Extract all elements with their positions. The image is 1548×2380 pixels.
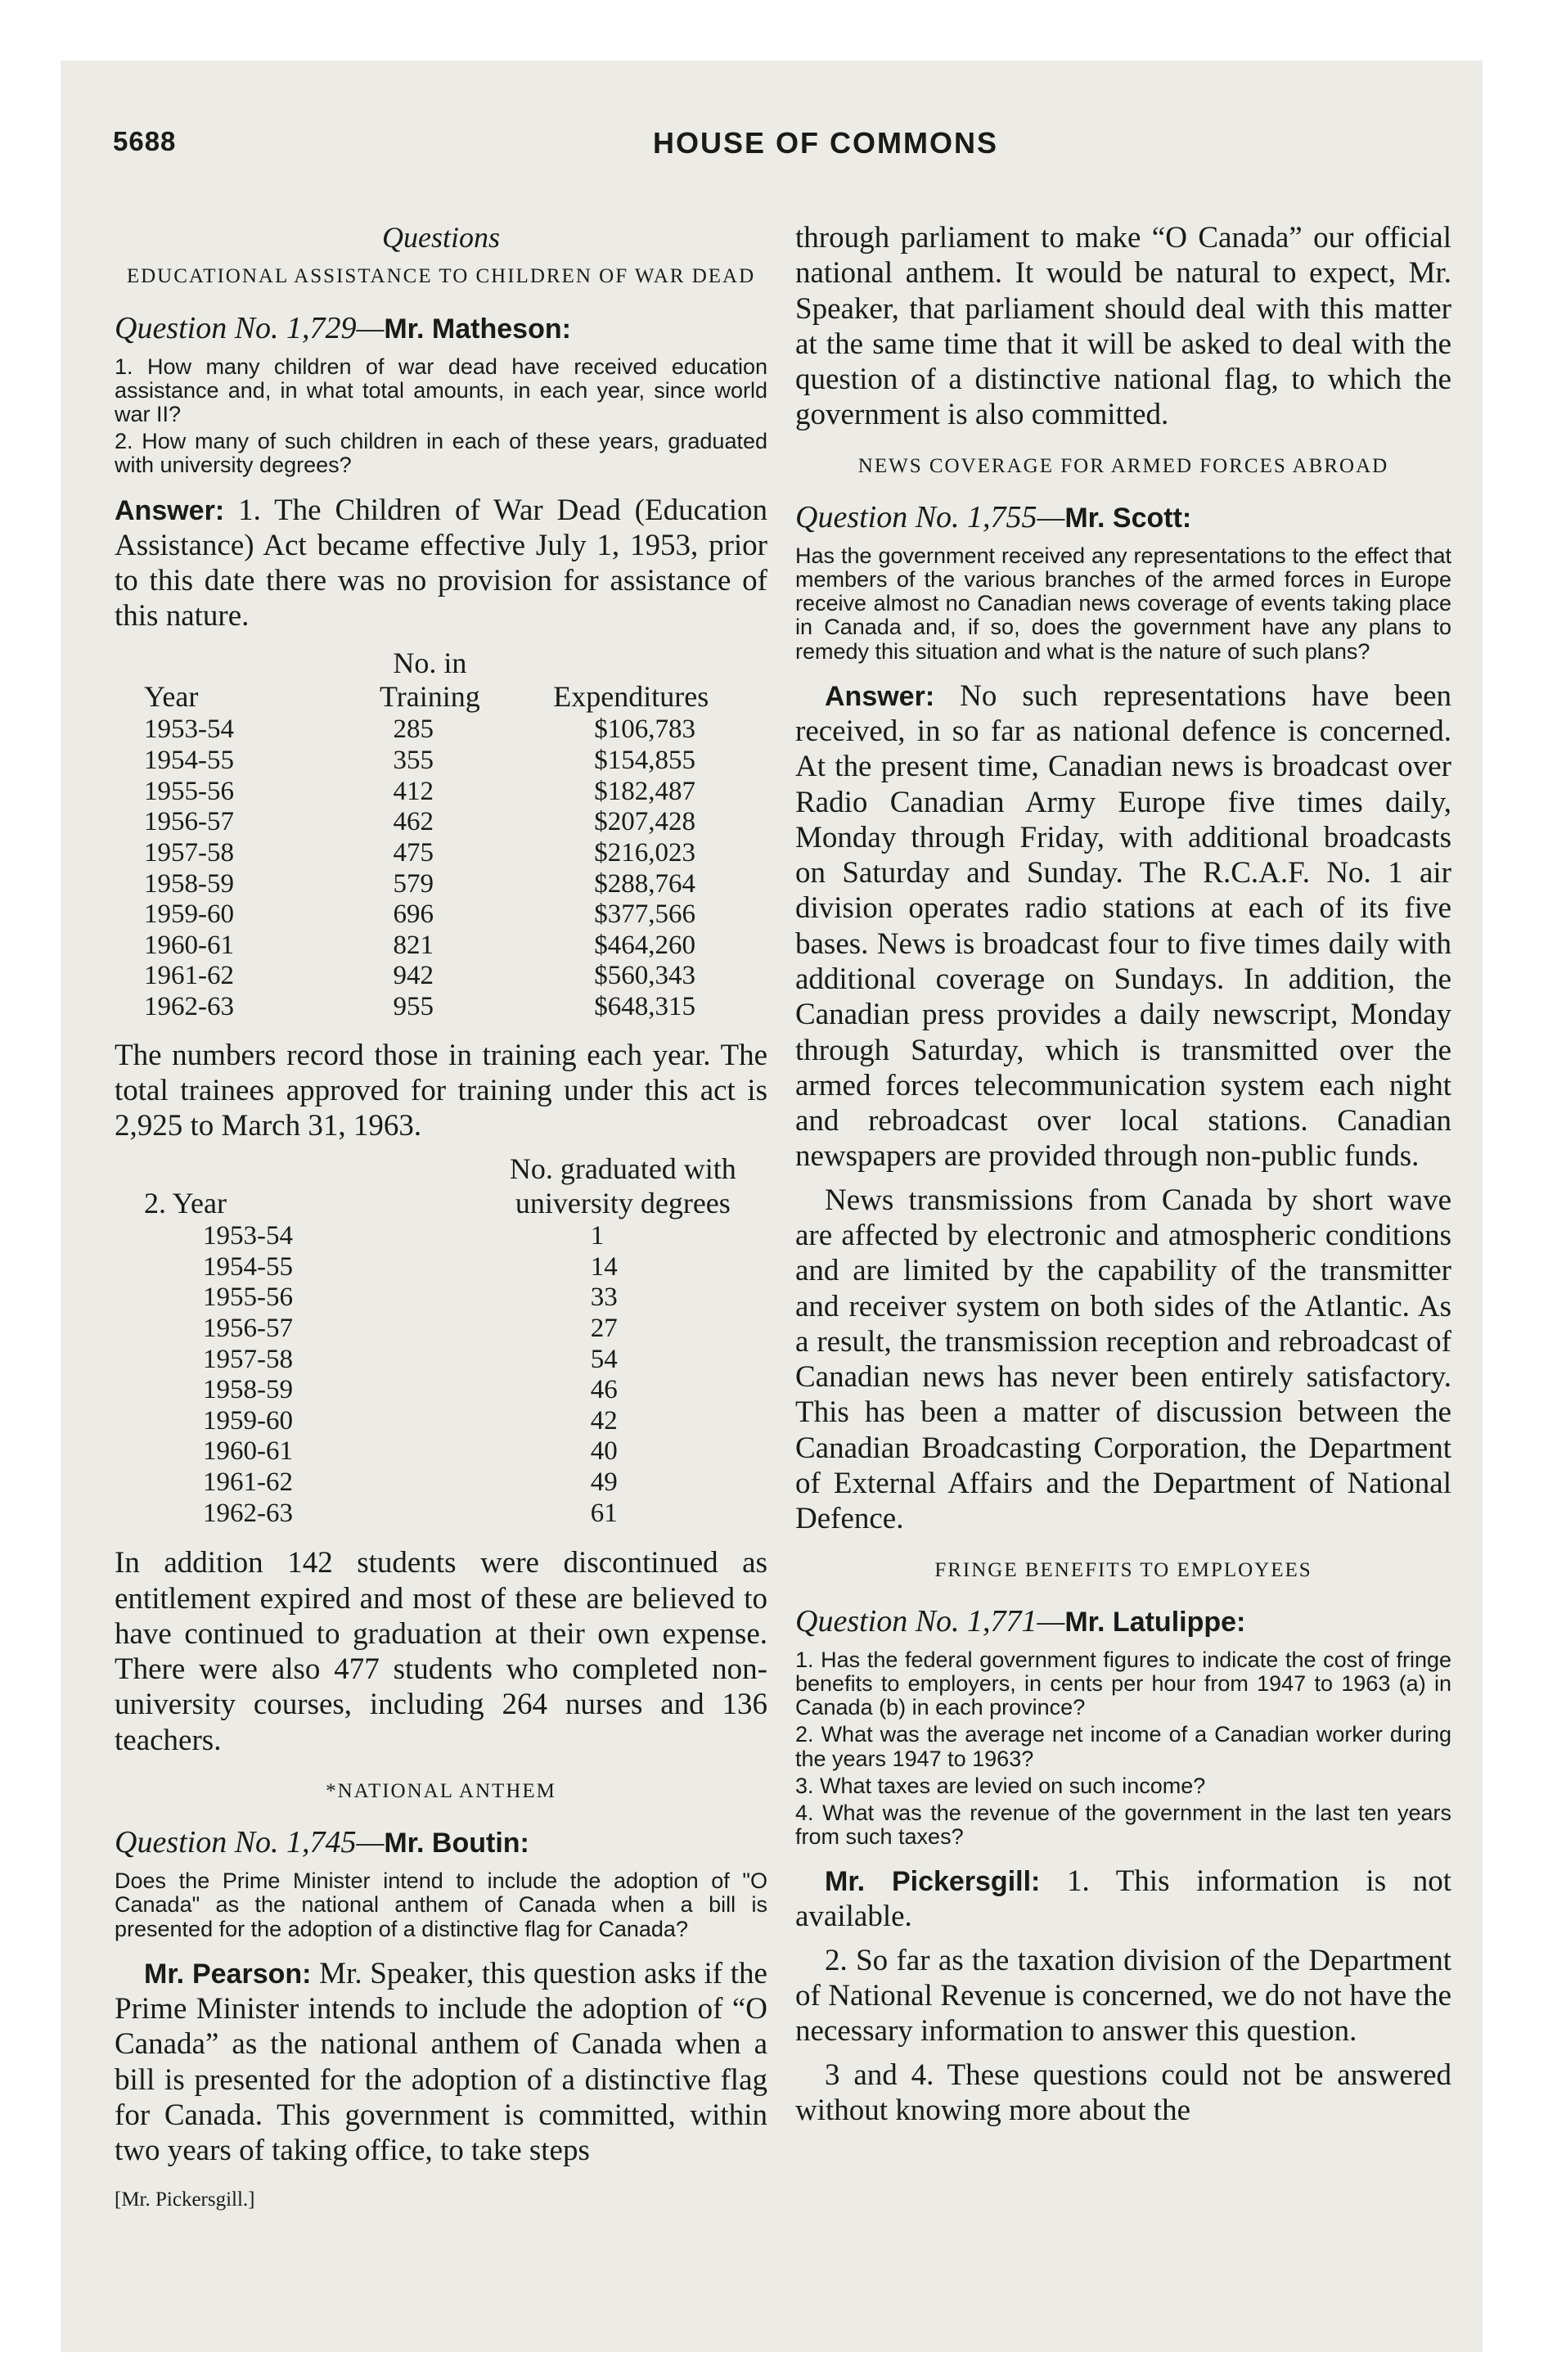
graduated-cell: 54 xyxy=(590,1344,618,1374)
page-number: 5688 xyxy=(113,126,177,156)
year-cell: 1962-63 xyxy=(144,991,234,1021)
question-asker: Mr. Boutin: xyxy=(384,1828,529,1859)
year-cell: 1955-56 xyxy=(144,776,234,806)
year-cell: 1959-60 xyxy=(144,899,234,930)
expenditure-cell: $464,260 xyxy=(594,930,696,960)
question-text: Does the Prime Minister intend to include the adoption of "O Canada" as the national anthem of Canada when a bill is presented for the adoption of a distinctive flag for Canada? xyxy=(115,1868,767,1941)
question-heading: *NATIONAL ANTHEM xyxy=(326,1779,556,1802)
question-asker: Mr. Matheson: xyxy=(384,313,571,345)
graduated-cell: 46 xyxy=(590,1375,618,1405)
question-asker: Mr. Latulippe: xyxy=(1064,1607,1246,1639)
year-cell: 1954-55 xyxy=(144,746,234,776)
table-row xyxy=(115,838,767,869)
training-cell: 475 xyxy=(393,837,434,868)
year-cell: 1953-54 xyxy=(203,1221,293,1251)
table-row xyxy=(115,714,767,746)
question-line xyxy=(115,1824,767,1861)
question-heading: EDUCATIONAL ASSISTANCE TO CHILDREN OF WAR DEAD xyxy=(126,265,756,288)
question-number: Question No. 1,729— xyxy=(115,310,385,345)
training-cell: 696 xyxy=(393,899,434,930)
year-cell: 1961-62 xyxy=(144,961,234,991)
table-row xyxy=(115,961,767,992)
question-item: 1. How many children of war dead have received education assistance and, in what total amounts, in each year, since world war II? xyxy=(115,354,767,427)
question-heading: FRINGE BENEFITS TO EMPLOYEES xyxy=(934,1558,1312,1581)
year-cell: 1958-59 xyxy=(203,1375,293,1405)
paragraph: The numbers record those in training each year. The total trainees approved for training under this act is 2,925 to March 31, 1963. xyxy=(115,1038,767,1143)
paragraph: through parliament to make “O Canada” our official national anthem. It would be natural to expect, Mr. Speaker, that parliament should deal with this matter at the same time that it will be asked to deal with the question of a distinctive national flag, to which the government is also committed. xyxy=(795,221,1451,432)
year-cell: 1956-57 xyxy=(144,807,234,837)
table-row xyxy=(115,1499,767,1530)
reply-paragraph xyxy=(795,1864,1451,1935)
column-header-year: 2. Year xyxy=(144,1186,227,1219)
column-header-training: No. in Training xyxy=(380,646,480,714)
table-row xyxy=(115,869,767,900)
training-cell: 355 xyxy=(393,746,434,776)
question-item: 1. Has the federal government figures to indicate the cost of fringe benefits to employers, in cents per hour from 1947 to 1963 (a) in Canada (b) in each province? xyxy=(795,1647,1451,1720)
footer-reference: [Mr. Pickersgill.] xyxy=(115,2188,255,2211)
expenditure-cell: $154,855 xyxy=(594,746,696,776)
table-row xyxy=(115,1282,767,1314)
table-row xyxy=(115,1314,767,1345)
question-heading: NEWS COVERAGE FOR ARMED FORCES ABROAD xyxy=(857,454,1389,477)
training-cell: 285 xyxy=(393,714,434,745)
training-expenditures-table xyxy=(115,646,767,1023)
expenditure-cell: $648,315 xyxy=(594,991,696,1021)
right-column xyxy=(795,220,1451,2136)
year-cell: 1955-56 xyxy=(203,1282,293,1313)
table-row xyxy=(115,1436,767,1467)
expenditure-cell: $216,023 xyxy=(594,837,696,868)
question-item: 2. How many of such children in each of these years, graduated with university degrees? xyxy=(115,429,767,478)
answer-text: 1. The Children of War Dead (Education Assistance) Act became effective July 1, 1953, prior to this date there was no provision for assistance of this nature. xyxy=(115,493,767,633)
expenditure-cell: $288,764 xyxy=(594,868,696,899)
graduated-cell: 49 xyxy=(590,1467,618,1498)
question-item: 2. What was the average net income of a Canadian worker during the years 1947 to 1963? xyxy=(795,1722,1451,1771)
graduates-table xyxy=(115,1152,767,1529)
training-cell: 412 xyxy=(393,776,434,806)
answer-paragraph xyxy=(795,678,1451,1174)
question-item: 3. What taxes are levied on such income? xyxy=(795,1773,1206,1798)
column-header-expenditures: Expenditures xyxy=(553,680,709,714)
table-row xyxy=(115,1467,767,1499)
graduated-cell: 42 xyxy=(590,1405,618,1436)
question-line xyxy=(795,499,1451,536)
table-row xyxy=(115,1375,767,1406)
year-cell: 1962-63 xyxy=(203,1498,293,1528)
answer-label: Answer: xyxy=(115,494,225,526)
answer-text: No such representations have been received, in so far as national defence is concerned. At the present time, Canadian news is broadcast over Radio Canadian Army Europe five times daily, Monday through Friday, with additional broadcasts on Saturday and Sunday. The R.C.A.F. No. 1 air division operates radio stations at each of its five bases. News is broadcast four to five times daily with additional coverage on Sundays. In addition, the Canadian press provides a daily newscript, Monday through Saturday, which is transmitted over the armed forces telecommunication system each night and rebroadcast over local stations. Canadian newspapers are provided through non-public funds. xyxy=(795,678,1451,1174)
table-row xyxy=(115,1252,767,1283)
year-cell: 1957-58 xyxy=(144,837,234,868)
question-number: Question No. 1,771— xyxy=(795,1604,1065,1639)
training-cell: 462 xyxy=(393,807,434,837)
paragraph: In addition 142 students were discontinued as entitlement expired and most of these are believed to have continued to graduation at their own expense. There were also 477 students who completed non-university courses, including 264 nurses and 136 teachers. xyxy=(115,1546,767,1757)
year-cell: 1959-60 xyxy=(203,1405,293,1436)
training-cell: 821 xyxy=(393,930,434,960)
question-item: 4. What was the revenue of the government in the last ten years from such taxes? xyxy=(795,1800,1451,1849)
year-cell: 1953-54 xyxy=(144,714,234,745)
table-row xyxy=(115,777,767,808)
table-row xyxy=(115,1406,767,1437)
answer-paragraph xyxy=(115,493,767,634)
year-cell: 1954-55 xyxy=(203,1251,293,1282)
training-cell: 942 xyxy=(393,961,434,991)
expenditure-cell: $182,487 xyxy=(594,776,696,806)
graduated-cell: 40 xyxy=(590,1436,618,1467)
column-header-graduated: No. graduated with university degrees xyxy=(509,1152,736,1219)
reply-text: Mr. Speaker, this question asks if the Prime Minister intends to include the adoption of “O Canada” as the national anthem of Canada when a bill is presented for the adoption of a distinctive flag for Canada. This government is committed, within two years of taking office, to take steps xyxy=(115,1956,767,2168)
year-cell: 1957-58 xyxy=(203,1344,293,1374)
graduated-cell: 61 xyxy=(590,1498,618,1528)
training-cell: 955 xyxy=(393,991,434,1021)
reply-paragraph xyxy=(115,1956,767,2169)
question-text: Has the government received any representations to the effect that members of the various branches of the armed forces in Europe receive almost no Canadian news coverage of events taking place in Canada and, if so, does the government have any plans to remedy this situation and what is the nature of such plans? xyxy=(795,543,1451,664)
paragraph: News transmissions from Canada by short wave are affected by electronic and atmospheric conditions and are limited by the capability of the transmitter and receiver system on both sides of the Atlantic. As a result, the transmission reception and rebroadcast of Canadian news has never been entirely satisfactory. This has been a matter of discussion between the Canadian Broadcasting Corporation, the Department of External Affairs and the Department of National Defence. xyxy=(795,1183,1451,1536)
expenditure-cell: $207,428 xyxy=(594,807,696,837)
table-row xyxy=(115,931,767,962)
left-column xyxy=(115,220,767,2212)
graduated-cell: 33 xyxy=(590,1282,618,1313)
table-row xyxy=(115,807,767,838)
year-cell: 1961-62 xyxy=(203,1467,293,1498)
table-row xyxy=(115,992,767,1023)
table-row xyxy=(115,899,767,931)
question-number: Question No. 1,745— xyxy=(115,1825,385,1860)
question-number: Question No. 1,755— xyxy=(795,500,1065,535)
paragraph: 3 and 4. These questions could not be answered without knowing more about the xyxy=(795,2058,1451,2127)
reply-label: Mr. Pickersgill: xyxy=(825,1866,1041,1898)
question-line xyxy=(795,1603,1451,1640)
year-cell: 1960-61 xyxy=(144,930,234,960)
table-row xyxy=(115,746,767,777)
column-header-year: Year xyxy=(144,680,199,714)
scanned-page xyxy=(61,61,1483,2352)
year-cell: 1960-61 xyxy=(203,1436,293,1467)
year-cell: 1956-57 xyxy=(203,1314,293,1344)
answer-label: Answer: xyxy=(825,680,935,712)
question-asker: Mr. Scott: xyxy=(1064,503,1192,534)
expenditure-cell: $560,343 xyxy=(594,961,696,991)
expenditure-cell: $377,566 xyxy=(594,899,696,930)
training-cell: 579 xyxy=(393,868,434,899)
question-line xyxy=(115,310,767,347)
graduated-cell: 1 xyxy=(590,1221,605,1251)
year-cell: 1958-59 xyxy=(144,868,234,899)
reply-label: Mr. Pearson: xyxy=(144,1958,312,1990)
reply-text: 1. This information is not available. xyxy=(795,1864,1451,1934)
section-title: Questions xyxy=(382,221,500,254)
graduated-cell: 14 xyxy=(590,1251,618,1282)
graduated-cell: 27 xyxy=(590,1314,618,1344)
paragraph: 2. So far as the taxation division of the Department of National Revenue is concerned, we do not have the necessary information to answer this question. xyxy=(795,1943,1451,2049)
table-row xyxy=(115,1345,767,1376)
expenditure-cell: $106,783 xyxy=(594,714,696,745)
table-row xyxy=(115,1221,767,1252)
running-title: HOUSE OF COMMONS xyxy=(653,126,999,160)
